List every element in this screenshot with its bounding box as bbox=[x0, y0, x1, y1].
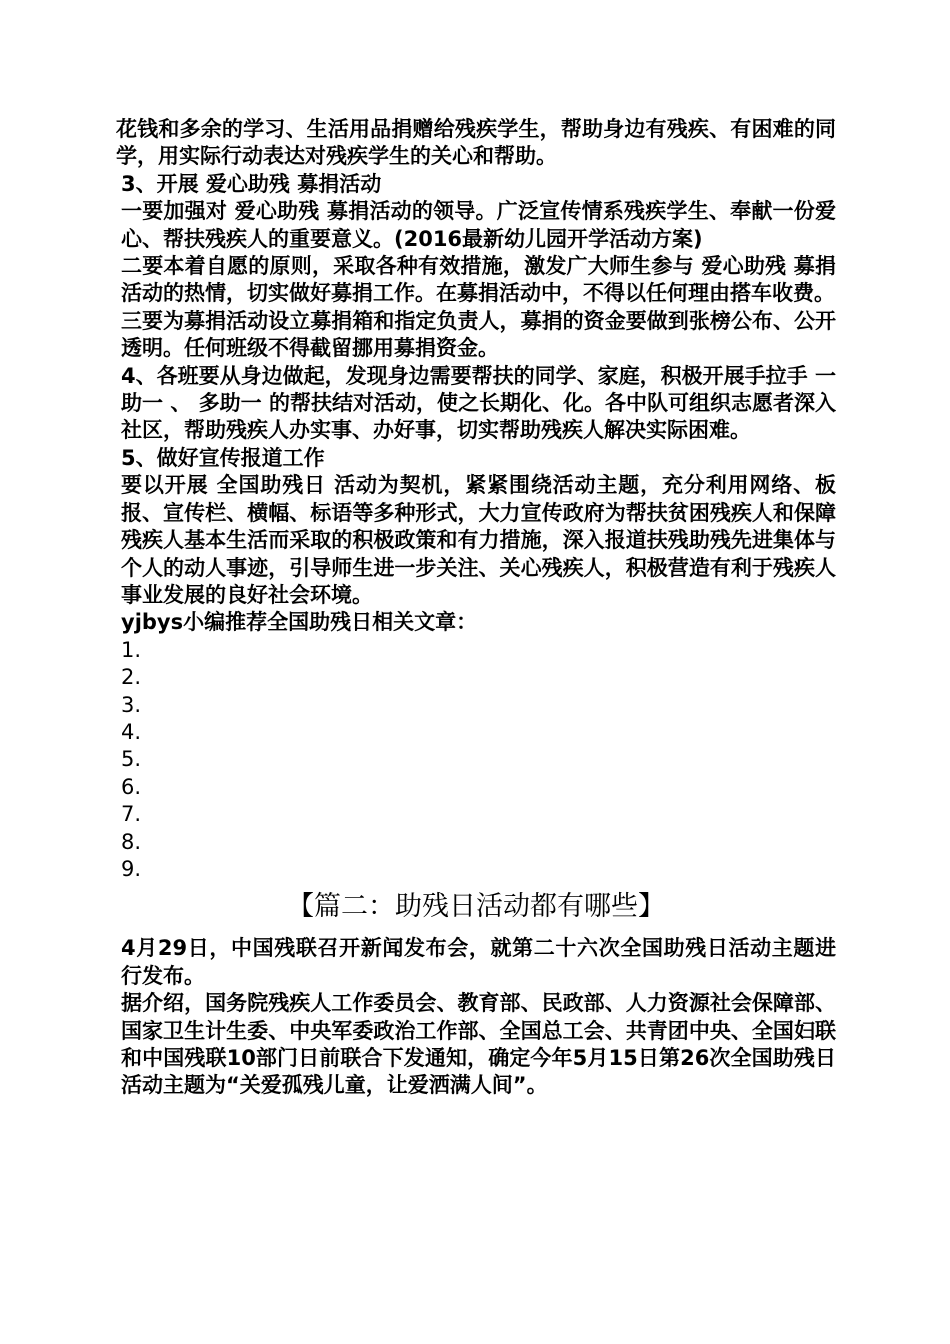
list-item: 5. bbox=[121, 747, 142, 772]
section-title: 【篇二：助残日活动都有哪些】 bbox=[287, 891, 665, 923]
heading-item-3: 3、开展 爱心助残 募捐活动 bbox=[121, 171, 382, 196]
paragraph-press-conference: 4月29日，中国残联召开新闻发布会，就第二十六次全国助残日活动主题进行发布。 bbox=[121, 936, 836, 988]
list-item: 2. bbox=[121, 665, 142, 690]
paragraph-item-4: 4、各班要从身边做起，发现身边需要帮扶的同学、家庭，积极开展手拉手 一助一 、 多助一 的帮扶结对活动，使之长期化、化。各中队可组织志愿者深入社区，帮助残疾人办实事、办好事，切实帮助残疾人解决实际困难。 bbox=[121, 363, 836, 443]
document-page bbox=[116, 116, 836, 1100]
list-item: 6. bbox=[121, 774, 142, 799]
paragraph-publicity: 要以开展 全国助残日 活动为契机，紧紧围绕活动主题，充分利用网络、板报、宣传栏、横幅、标语等多种形式，大力宣传政府为帮扶贫困残疾人和保障残疾人基本生活而采取的积极政策和有力措施，深入报道扶残助残先进集体与个人的动人事迹，引导师生进一步关注、关心残疾人，积极营造有利于残疾人事业发展的良好社会环境。 bbox=[121, 473, 836, 607]
paragraph-second-requirement: 二要本着自愿的原则，采取各种有效措施，激发广大师生参与 爱心助残 募捐活动的热情，切实做好募捐工作。在募捐活动中，不得以任何理由搭车收费。 bbox=[121, 254, 836, 306]
list-item: 1. bbox=[121, 637, 142, 662]
paragraph-notice-details: 据介绍，国务院残疾人工作委员会、教育部、民政部、人力资源社会保障部、国家卫生计生委、中央军委政治工作部、全国总工会、共青团中央、全国妇联和中国残联10部门日前联合下发通知，确定今年5月15日第26次全国助残日活动主题为“关爱孤残儿童，让爱洒满人间”。 bbox=[121, 991, 836, 1098]
list-item: 7. bbox=[121, 802, 142, 827]
paragraph-third-requirement: 三要为募捐活动设立募捐箱和指定负责人，募捐的资金要做到张榜公布、公开透明。任何班级不得截留挪用募捐资金。 bbox=[121, 308, 836, 361]
list-item: 3. bbox=[121, 692, 142, 717]
paragraph-first-requirement: 一要加强对 爱心助残 募捐活动的领导。广泛宣传情系残疾学生、奉献一份爱心、帮扶残疾人的重要意义。(2016最新幼儿园开学活动方案) bbox=[121, 199, 836, 251]
list-item: 9. bbox=[121, 856, 142, 881]
paragraph-continuation: 花钱和多余的学习、生活用品捐赠给残疾学生，帮助身边有残疾、有困难的同学，用实际行动表达对残疾学生的关心和帮助。 bbox=[116, 117, 836, 169]
list-item: 4. bbox=[121, 719, 142, 744]
list-item: 8. bbox=[121, 829, 142, 854]
heading-item-5: 5、做好宣传报道工作 bbox=[121, 445, 325, 470]
recommended-articles-list bbox=[116, 637, 836, 884]
recommended-articles-label: yjbys小编推荐全国助残日相关文章： bbox=[121, 610, 478, 635]
